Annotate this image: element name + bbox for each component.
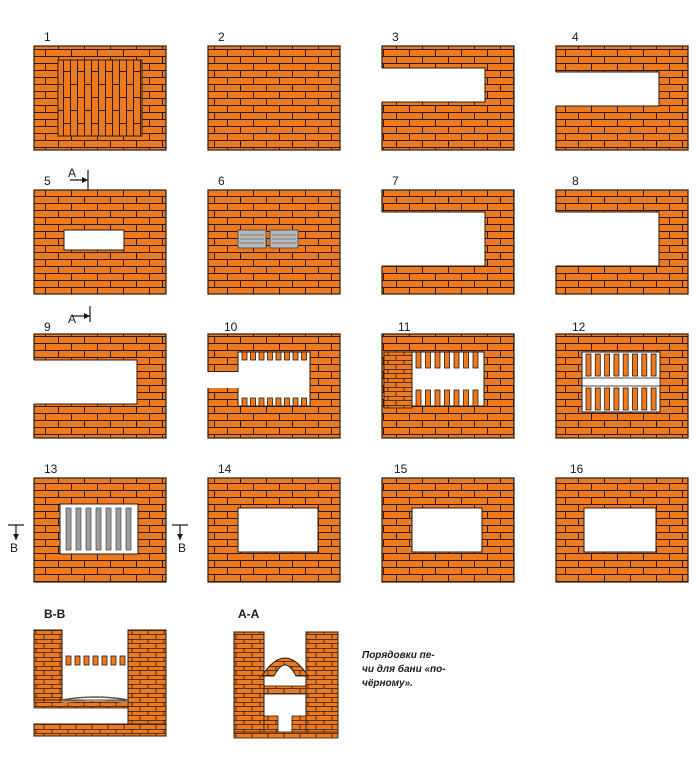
- course-14: [208, 462, 340, 582]
- course-number: 5: [44, 174, 51, 188]
- dentil-brick: [93, 656, 98, 665]
- teeth-brick: [651, 354, 656, 376]
- teeth-brick: [605, 354, 610, 376]
- course-12: [556, 320, 688, 438]
- dentil-brick: [251, 352, 256, 360]
- teeth-brick: [454, 390, 459, 406]
- teeth-brick: [623, 354, 628, 376]
- dentil-brick: [251, 398, 256, 406]
- section-mark-a: A: [68, 166, 77, 180]
- course-11: [382, 320, 514, 438]
- caption-line: чёрному».: [362, 678, 413, 689]
- dentil-brick: [285, 398, 290, 406]
- teeth-brick: [595, 388, 600, 410]
- course-4: [555, 30, 688, 150]
- teeth-brick: [416, 390, 421, 406]
- caption-line: чи для бани «по-: [362, 664, 446, 675]
- dentil-brick: [276, 398, 281, 406]
- section-bb-label: B-B: [44, 607, 66, 621]
- dentil-brick: [84, 656, 89, 665]
- course-number: 2: [218, 30, 225, 44]
- course-number: 14: [218, 462, 232, 476]
- dentil-brick: [285, 352, 290, 360]
- course-number: 6: [218, 174, 225, 188]
- teeth-brick: [426, 390, 431, 406]
- teeth-brick: [464, 390, 469, 406]
- teeth-brick: [473, 352, 478, 368]
- dentil-brick: [302, 398, 307, 406]
- course-5: [34, 166, 166, 294]
- teeth-brick: [633, 354, 638, 376]
- dentil-brick: [242, 352, 247, 360]
- dentil-brick: [276, 352, 281, 360]
- teeth-brick: [642, 354, 647, 376]
- grate-bar: [76, 508, 81, 550]
- course-15: [382, 462, 514, 582]
- teeth-brick: [605, 388, 610, 410]
- course-number: 7: [392, 174, 399, 188]
- section-aa-label: A-A: [238, 607, 260, 621]
- teeth-brick: [473, 390, 478, 406]
- teeth-brick: [416, 352, 421, 368]
- course-number: 13: [44, 462, 58, 476]
- grate-bar: [96, 508, 101, 550]
- dentil-brick: [242, 398, 247, 406]
- teeth-brick: [464, 352, 469, 368]
- section-bb: [34, 607, 166, 736]
- course-3: [381, 30, 514, 150]
- dentil-brick: [102, 656, 107, 665]
- dentil-brick: [293, 398, 298, 406]
- course-1: [34, 30, 166, 150]
- dentil-brick: [66, 656, 71, 665]
- teeth-brick: [595, 354, 600, 376]
- course-number: 11: [398, 320, 411, 334]
- teeth-brick: [623, 388, 628, 410]
- course-number: 3: [392, 30, 399, 44]
- dentil-brick: [268, 352, 273, 360]
- teeth-brick: [426, 352, 431, 368]
- section-mark-b: B: [178, 541, 187, 555]
- course-number: 15: [394, 462, 408, 476]
- course-10: [207, 320, 340, 438]
- course-8: [555, 174, 688, 294]
- course-number: 10: [224, 320, 238, 334]
- course-13: [8, 462, 188, 582]
- teeth-brick: [586, 388, 591, 410]
- caption-line: Порядовки пе-: [362, 650, 435, 661]
- diagram-caption: [362, 649, 472, 691]
- teeth-brick: [435, 390, 440, 406]
- section-aa: [234, 607, 338, 738]
- teeth-brick: [445, 352, 450, 368]
- teeth-brick: [642, 388, 647, 410]
- grate-bar: [116, 508, 121, 550]
- course-2: [208, 30, 340, 150]
- dentil-brick: [259, 398, 264, 406]
- dentil-brick: [75, 656, 80, 665]
- course-7: [381, 174, 514, 294]
- course-9: [33, 306, 166, 438]
- teeth-brick: [614, 354, 619, 376]
- course-16: [556, 462, 688, 582]
- teeth-brick: [586, 354, 591, 376]
- teeth-brick: [454, 352, 459, 368]
- teeth-brick: [614, 388, 619, 410]
- course-number: 16: [570, 462, 584, 476]
- grate-bar: [126, 508, 131, 550]
- teeth-brick: [633, 388, 638, 410]
- dentil-brick: [293, 352, 298, 360]
- section-mark-b: B: [10, 541, 19, 555]
- dentil-brick: [259, 352, 264, 360]
- teeth-brick: [435, 352, 440, 368]
- course-number: 8: [572, 174, 579, 188]
- section-mark-a: A: [68, 312, 77, 326]
- grate-bar: [106, 508, 111, 550]
- course-number: 4: [572, 30, 579, 44]
- grate-bar: [66, 508, 71, 550]
- teeth-brick: [445, 390, 450, 406]
- dentil-brick: [268, 398, 273, 406]
- dentil-brick: [120, 656, 125, 665]
- teeth-brick: [651, 388, 656, 410]
- grate-bar: [86, 508, 91, 550]
- course-number: 9: [44, 320, 51, 334]
- dentil-brick: [111, 656, 116, 665]
- course-number: 12: [572, 320, 586, 334]
- course-6: [208, 174, 340, 294]
- course-number: 1: [44, 30, 51, 44]
- dentil-brick: [302, 352, 307, 360]
